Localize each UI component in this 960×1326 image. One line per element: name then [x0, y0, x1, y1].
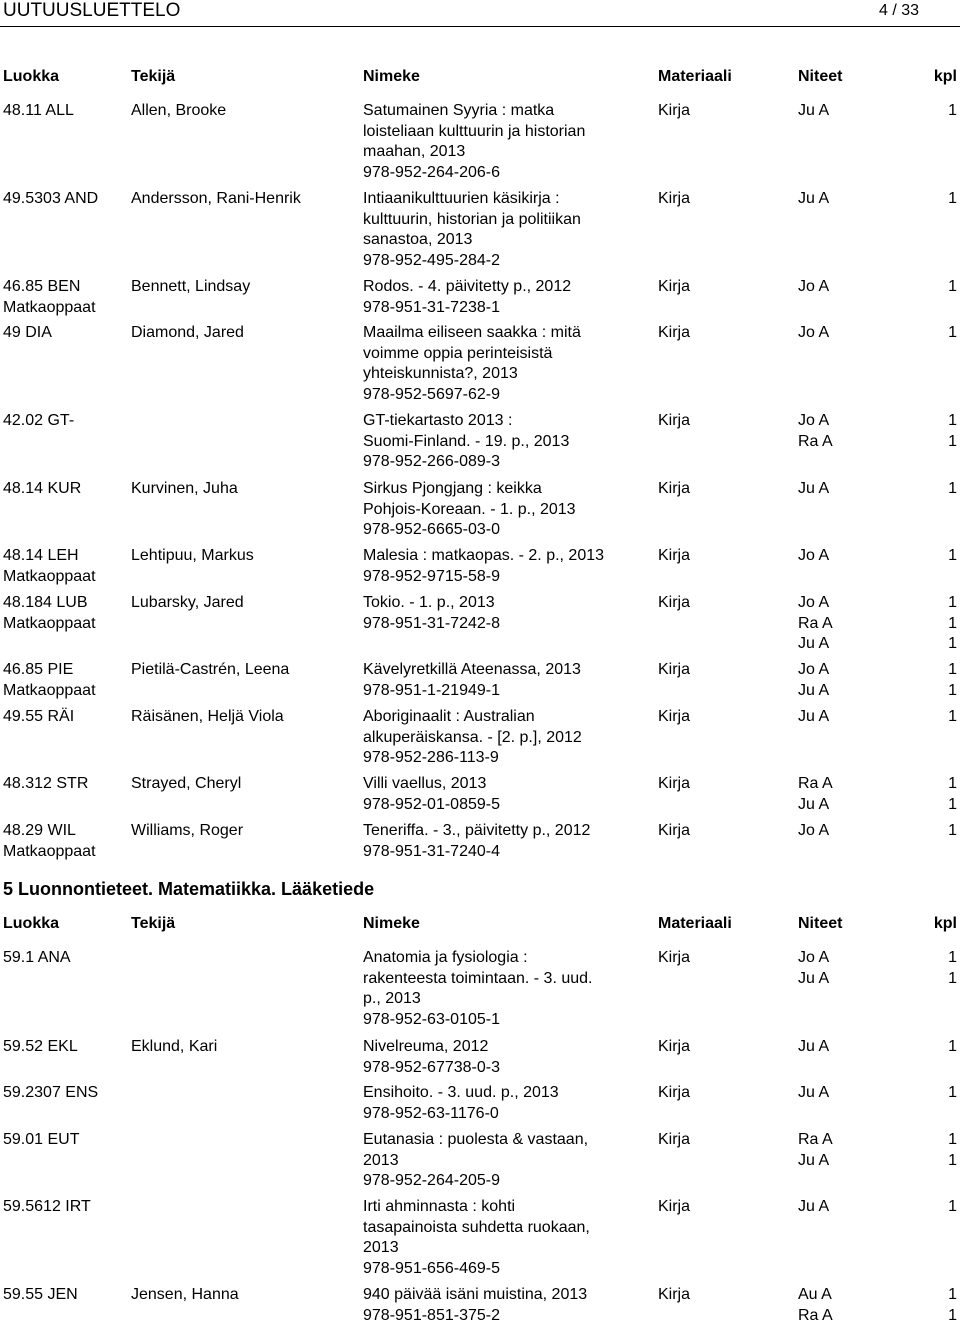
nimeke-cell	[363, 323, 648, 405]
luokka-cell-line: 59.01 EUT	[3, 1130, 125, 1151]
kpl-cell-line: 1	[930, 681, 957, 702]
materiaali-cell: Kirja	[658, 1037, 788, 1058]
luokka-cell-line: 48.14 LEH	[3, 546, 125, 567]
kpl-cell-line: 1	[930, 189, 957, 210]
column-header-kpl: kpl	[930, 67, 957, 88]
kpl-cell-line: 1	[930, 546, 957, 567]
kpl-cell-line: 1	[930, 774, 957, 795]
materiaali-cell: Kirja	[658, 593, 788, 614]
nimeke-cell	[363, 707, 648, 769]
kpl-cell	[930, 189, 957, 210]
column-header-luokka: Luokka	[3, 914, 125, 935]
nimeke-cell-line: Eutanasia : puolesta & vastaan,	[363, 1130, 648, 1151]
nimeke-cell	[363, 411, 648, 473]
nimeke-cell-line: Pohjois-Koreaan. - 1. p., 2013	[363, 500, 648, 521]
nimeke-cell	[363, 1130, 648, 1192]
tekija-cell: Eklund, Kari	[131, 1037, 356, 1058]
niteet-cell-line: Ra A	[798, 432, 908, 453]
nimeke-cell-line: Kävelyretkillä Ateenassa, 2013	[363, 660, 648, 681]
nimeke-cell-line: 978-952-67738-0-3	[363, 1058, 648, 1079]
niteet-cell-line: Ra A	[798, 774, 908, 795]
nimeke-cell-line: 978-952-495-284-2	[363, 251, 648, 272]
luokka-cell-line: 59.1 ANA	[3, 948, 125, 969]
tekija-cell: Lubarsky, Jared	[131, 593, 356, 614]
tekija-cell: Andersson, Rani-Henrik	[131, 189, 356, 210]
nimeke-cell-line: 978-952-266-089-3	[363, 452, 648, 473]
column-header-materiaali: Materiaali	[658, 67, 788, 88]
niteet-cell	[798, 660, 908, 701]
nimeke-cell-line: Malesia : matkaopas. - 2. p., 2013	[363, 546, 648, 567]
niteet-cell-line: Ju A	[798, 634, 908, 655]
column-header-tekija: Tekijä	[131, 67, 356, 88]
kpl-cell	[930, 948, 957, 989]
nimeke-cell-line: 940 päivää isäni muistina, 2013	[363, 1285, 648, 1306]
niteet-cell-line: Jo A	[798, 660, 908, 681]
niteet-cell	[798, 101, 908, 122]
header-divider	[0, 26, 960, 27]
nimeke-cell-line: Villi vaellus, 2013	[363, 774, 648, 795]
niteet-cell-line: Ju A	[798, 1037, 908, 1058]
niteet-cell-line: Ju A	[798, 1197, 908, 1218]
nimeke-cell	[363, 1083, 648, 1124]
luokka-cell-line: 42.02 GT-	[3, 411, 125, 432]
luokka-cell-line: 46.85 BEN	[3, 277, 125, 298]
nimeke-cell	[363, 479, 648, 541]
section-title: 5 Luonnontieteet. Matematiikka. Lääketiede	[3, 878, 374, 900]
column-header-nimeke: Nimeke	[363, 914, 648, 935]
luokka-cell	[3, 101, 125, 122]
nimeke-cell-line: 978-951-1-21949-1	[363, 681, 648, 702]
niteet-cell-line: Ra A	[798, 1130, 908, 1151]
tekija-cell: Allen, Brooke	[131, 101, 356, 122]
niteet-cell	[798, 707, 908, 728]
tekija-cell: Räisänen, Heljä Viola	[131, 707, 356, 728]
materiaali-cell: Kirja	[658, 1197, 788, 1218]
kpl-cell-line: 1	[930, 411, 957, 432]
nimeke-cell-line: maahan, 2013	[363, 142, 648, 163]
kpl-cell	[930, 1037, 957, 1058]
niteet-cell-line: Au A	[798, 1285, 908, 1306]
luokka-cell-line: 48.29 WIL	[3, 821, 125, 842]
luokka-cell	[3, 189, 125, 210]
kpl-cell	[930, 821, 957, 842]
nimeke-cell	[363, 948, 648, 1030]
kpl-cell	[930, 707, 957, 728]
tekija-cell: Diamond, Jared	[131, 323, 356, 344]
luokka-cell-line: Matkaoppaat	[3, 298, 125, 319]
nimeke-cell	[363, 546, 648, 587]
tekija-cell: Strayed, Cheryl	[131, 774, 356, 795]
nimeke-cell-line: 978-951-31-7238-1	[363, 298, 648, 319]
luokka-cell	[3, 660, 125, 701]
niteet-cell-line: Ra A	[798, 614, 908, 635]
nimeke-cell-line: p., 2013	[363, 989, 648, 1010]
kpl-cell	[930, 323, 957, 344]
materiaali-cell: Kirja	[658, 101, 788, 122]
niteet-cell	[798, 479, 908, 500]
kpl-cell	[930, 593, 957, 655]
kpl-cell-line: 1	[930, 432, 957, 453]
materiaali-cell: Kirja	[658, 411, 788, 432]
kpl-cell	[930, 101, 957, 122]
kpl-cell-line: 1	[930, 614, 957, 635]
nimeke-cell	[363, 774, 648, 815]
kpl-cell	[930, 774, 957, 815]
luokka-cell	[3, 1037, 125, 1058]
luokka-cell	[3, 479, 125, 500]
niteet-cell-line: Jo A	[798, 277, 908, 298]
nimeke-cell-line: alkuperäiskansa. - [2. p.], 2012	[363, 728, 648, 749]
page-number: 4 / 33	[879, 1, 919, 21]
nimeke-cell	[363, 101, 648, 183]
column-header-materiaali: Materiaali	[658, 914, 788, 935]
kpl-cell-line: 1	[930, 821, 957, 842]
luokka-cell	[3, 1285, 125, 1306]
kpl-cell	[930, 546, 957, 567]
luokka-cell	[3, 1197, 125, 1218]
nimeke-cell-line: loisteliaan kulttuurin ja historian	[363, 122, 648, 143]
niteet-cell-line: Ju A	[798, 795, 908, 816]
nimeke-cell	[363, 189, 648, 271]
luokka-cell-line: 49.5303 AND	[3, 189, 125, 210]
materiaali-cell: Kirja	[658, 707, 788, 728]
nimeke-cell-line: 978-952-63-1176-0	[363, 1104, 648, 1125]
kpl-cell	[930, 1130, 957, 1171]
nimeke-cell	[363, 277, 648, 318]
kpl-cell-line: 1	[930, 1130, 957, 1151]
tekija-cell: Bennett, Lindsay	[131, 277, 356, 298]
luokka-cell-line: 48.312 STR	[3, 774, 125, 795]
column-header-luokka: Luokka	[3, 67, 125, 88]
niteet-cell-line: Ju A	[798, 969, 908, 990]
niteet-cell	[798, 1197, 908, 1218]
niteet-cell-line: Ra A	[798, 1306, 908, 1326]
column-header-niteet: Niteet	[798, 67, 908, 88]
niteet-cell	[798, 189, 908, 210]
niteet-cell-line: Jo A	[798, 323, 908, 344]
nimeke-cell	[363, 660, 648, 701]
niteet-cell-line: Ju A	[798, 479, 908, 500]
materiaali-cell: Kirja	[658, 277, 788, 298]
luokka-cell	[3, 707, 125, 728]
nimeke-cell-line: Irti ahminnasta : kohti	[363, 1197, 648, 1218]
luokka-cell-line: 48.184 LUB	[3, 593, 125, 614]
kpl-cell-line: 1	[930, 323, 957, 344]
materiaali-cell: Kirja	[658, 660, 788, 681]
kpl-cell-line: 1	[930, 969, 957, 990]
luokka-cell	[3, 948, 125, 969]
kpl-cell-line: 1	[930, 1151, 957, 1172]
column-header-row	[0, 67, 960, 89]
niteet-cell-line: Jo A	[798, 411, 908, 432]
nimeke-cell-line: Nivelreuma, 2012	[363, 1037, 648, 1058]
nimeke-cell-line: 978-952-264-205-9	[363, 1171, 648, 1192]
luokka-cell-line: 49 DIA	[3, 323, 125, 344]
niteet-cell	[798, 593, 908, 655]
niteet-cell	[798, 323, 908, 344]
luokka-cell-line: 59.55 JEN	[3, 1285, 125, 1306]
nimeke-cell-line: rakenteesta toimintaan. - 3. uud.	[363, 969, 648, 990]
luokka-cell-line: Matkaoppaat	[3, 842, 125, 863]
nimeke-cell-line: 978-952-01-0859-5	[363, 795, 648, 816]
kpl-cell	[930, 660, 957, 701]
materiaali-cell: Kirja	[658, 948, 788, 969]
kpl-cell-line: 1	[930, 1285, 957, 1306]
tekija-cell: Jensen, Hanna	[131, 1285, 356, 1306]
kpl-cell	[930, 411, 957, 452]
page-title: UUTUUSLUETTELO	[3, 0, 180, 22]
nimeke-cell	[363, 593, 648, 634]
luokka-cell-line: 49.55 RÄI	[3, 707, 125, 728]
luokka-cell-line: 48.11 ALL	[3, 101, 125, 122]
niteet-cell	[798, 1083, 908, 1104]
nimeke-cell-line: Sirkus Pjongjang : keikka	[363, 479, 648, 500]
nimeke-cell-line: 978-952-9715-58-9	[363, 567, 648, 588]
kpl-cell-line: 1	[930, 1083, 957, 1104]
column-header-niteet: Niteet	[798, 914, 908, 935]
nimeke-cell-line: Anatomia ja fysiologia :	[363, 948, 648, 969]
kpl-cell-line: 1	[930, 1306, 957, 1326]
nimeke-cell-line: Maailma eiliseen saakka : mitä	[363, 323, 648, 344]
kpl-cell-line: 1	[930, 1197, 957, 1218]
tekija-cell: Williams, Roger	[131, 821, 356, 842]
nimeke-cell-line: Satumainen Syyria : matka	[363, 101, 648, 122]
luokka-cell	[3, 411, 125, 432]
nimeke-cell-line: Intiaanikulttuurien käsikirja :	[363, 189, 648, 210]
niteet-cell	[798, 1130, 908, 1171]
luokka-cell	[3, 1130, 125, 1151]
niteet-cell	[798, 774, 908, 815]
kpl-cell	[930, 277, 957, 298]
column-header-nimeke: Nimeke	[363, 67, 648, 88]
page-header	[0, 0, 960, 28]
niteet-cell-line: Ju A	[798, 1151, 908, 1172]
nimeke-cell	[363, 821, 648, 862]
materiaali-cell: Kirja	[658, 546, 788, 567]
nimeke-cell-line: 978-952-264-206-6	[363, 163, 648, 184]
luokka-cell-line: 59.52 EKL	[3, 1037, 125, 1058]
luokka-cell-line: Matkaoppaat	[3, 681, 125, 702]
niteet-cell-line: Ju A	[798, 707, 908, 728]
nimeke-cell-line: yhteiskunnista?, 2013	[363, 364, 648, 385]
luokka-cell-line: 48.14 KUR	[3, 479, 125, 500]
nimeke-cell-line: 978-952-6665-03-0	[363, 520, 648, 541]
kpl-cell	[930, 479, 957, 500]
nimeke-cell-line: voimme oppia perinteisistä	[363, 344, 648, 365]
tekija-cell: Lehtipuu, Markus	[131, 546, 356, 567]
niteet-cell-line: Jo A	[798, 546, 908, 567]
luokka-cell-line: Matkaoppaat	[3, 567, 125, 588]
niteet-cell-line: Jo A	[798, 821, 908, 842]
luokka-cell-line: 59.2307 ENS	[3, 1083, 125, 1104]
nimeke-cell-line: Aboriginaalit : Australian	[363, 707, 648, 728]
materiaali-cell: Kirja	[658, 323, 788, 344]
kpl-cell	[930, 1083, 957, 1104]
niteet-cell-line: Ju A	[798, 101, 908, 122]
niteet-cell-line: Ju A	[798, 189, 908, 210]
niteet-cell	[798, 546, 908, 567]
nimeke-cell-line: Suomi-Finland. - 19. p., 2013	[363, 432, 648, 453]
niteet-cell	[798, 1285, 908, 1326]
materiaali-cell: Kirja	[658, 479, 788, 500]
kpl-cell-line: 1	[930, 593, 957, 614]
luokka-cell-line: 46.85 PIE	[3, 660, 125, 681]
column-header-row-2	[0, 914, 960, 936]
materiaali-cell: Kirja	[658, 1285, 788, 1306]
kpl-cell-line: 1	[930, 101, 957, 122]
luokka-cell-line: Matkaoppaat	[3, 614, 125, 635]
nimeke-cell-line: 978-952-286-113-9	[363, 748, 648, 769]
nimeke-cell-line: Teneriffa. - 3., päivitetty p., 2012	[363, 821, 648, 842]
tekija-cell: Kurvinen, Juha	[131, 479, 356, 500]
niteet-cell	[798, 821, 908, 842]
column-header-kpl: kpl	[930, 914, 957, 935]
tekija-cell: Pietilä-Castrén, Leena	[131, 660, 356, 681]
luokka-cell	[3, 1083, 125, 1104]
kpl-cell-line: 1	[930, 1037, 957, 1058]
nimeke-cell-line: 2013	[363, 1151, 648, 1172]
column-header-tekija: Tekijä	[131, 914, 356, 935]
nimeke-cell-line: 2013	[363, 1238, 648, 1259]
nimeke-cell-line: Tokio. - 1. p., 2013	[363, 593, 648, 614]
niteet-cell	[798, 411, 908, 452]
materiaali-cell: Kirja	[658, 1083, 788, 1104]
luokka-cell	[3, 277, 125, 318]
nimeke-cell-line: 978-952-63-0105-1	[363, 1010, 648, 1031]
nimeke-cell-line: sanastoa, 2013	[363, 230, 648, 251]
luokka-cell	[3, 821, 125, 862]
kpl-cell-line: 1	[930, 479, 957, 500]
nimeke-cell-line: Ensihoito. - 3. uud. p., 2013	[363, 1083, 648, 1104]
materiaali-cell: Kirja	[658, 189, 788, 210]
kpl-cell-line: 1	[930, 795, 957, 816]
kpl-cell-line: 1	[930, 277, 957, 298]
materiaali-cell: Kirja	[658, 821, 788, 842]
nimeke-cell-line: GT-tiekartasto 2013 :	[363, 411, 648, 432]
nimeke-cell-line: 978-951-851-375-2	[363, 1306, 648, 1326]
luokka-cell-line: 59.5612 IRT	[3, 1197, 125, 1218]
kpl-cell-line: 1	[930, 634, 957, 655]
kpl-cell-line: 1	[930, 660, 957, 681]
niteet-cell-line: Ju A	[798, 1083, 908, 1104]
luokka-cell	[3, 546, 125, 587]
materiaali-cell: Kirja	[658, 774, 788, 795]
luokka-cell	[3, 323, 125, 344]
niteet-cell	[798, 948, 908, 989]
materiaali-cell: Kirja	[658, 1130, 788, 1151]
luokka-cell	[3, 774, 125, 795]
niteet-cell	[798, 1037, 908, 1058]
nimeke-cell	[363, 1285, 648, 1326]
nimeke-cell-line: kulttuurin, historian ja politiikan	[363, 210, 648, 231]
nimeke-cell-line: 978-951-31-7240-4	[363, 842, 648, 863]
nimeke-cell-line: 978-951-656-469-5	[363, 1259, 648, 1280]
kpl-cell	[930, 1285, 957, 1326]
nimeke-cell	[363, 1037, 648, 1078]
kpl-cell-line: 1	[930, 707, 957, 728]
niteet-cell-line: Ju A	[798, 681, 908, 702]
nimeke-cell-line: tasapainoista suhdetta ruokaan,	[363, 1218, 648, 1239]
niteet-cell-line: Jo A	[798, 593, 908, 614]
kpl-cell-line: 1	[930, 948, 957, 969]
nimeke-cell-line: 978-952-5697-62-9	[363, 385, 648, 406]
niteet-cell-line: Jo A	[798, 948, 908, 969]
niteet-cell	[798, 277, 908, 298]
nimeke-cell	[363, 1197, 648, 1279]
nimeke-cell-line: Rodos. - 4. päivitetty p., 2012	[363, 277, 648, 298]
nimeke-cell-line: 978-951-31-7242-8	[363, 614, 648, 635]
kpl-cell	[930, 1197, 957, 1218]
luokka-cell	[3, 593, 125, 634]
